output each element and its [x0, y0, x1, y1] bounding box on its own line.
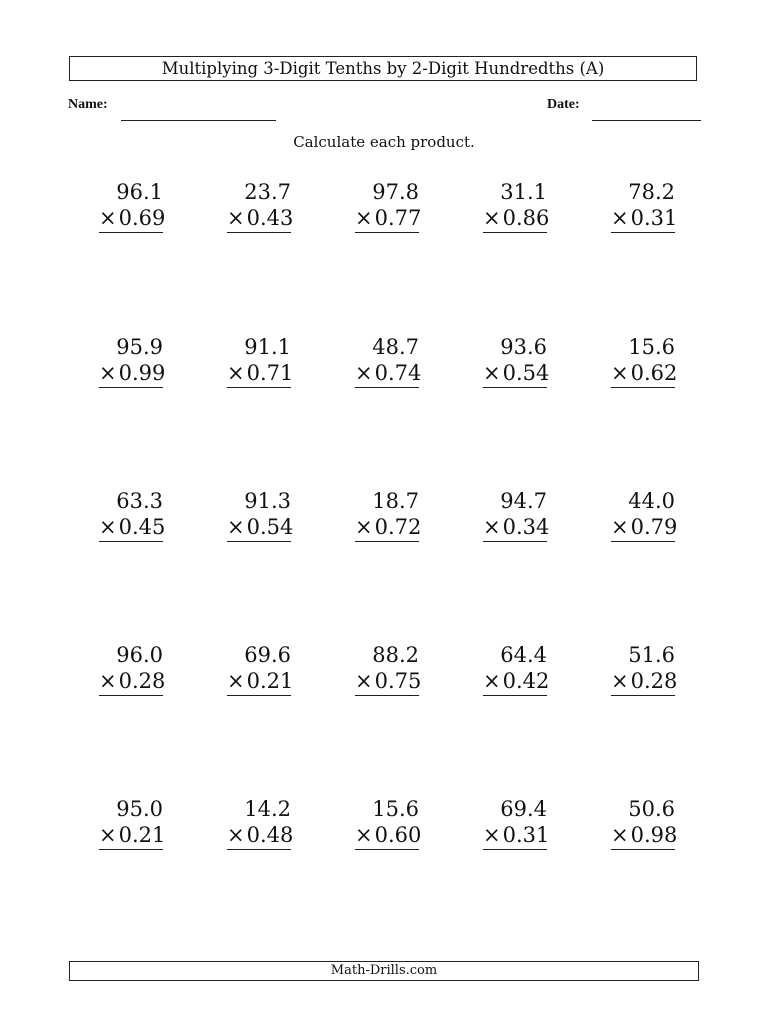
multiplier: 0.21: [118, 823, 166, 847]
multiplicand: 88.2: [372, 643, 419, 667]
multiplier-row: [227, 360, 294, 388]
multiplier-row: [227, 668, 294, 696]
multiplier: 0.79: [630, 515, 678, 539]
multiplier: 0.54: [246, 515, 294, 539]
multiplication-problem: [611, 642, 678, 696]
multiplicand: 95.9: [116, 335, 163, 359]
multiplier-row: [355, 514, 422, 542]
multiplier: 0.74: [374, 361, 422, 385]
multiplicand: 69.6: [244, 643, 291, 667]
times-icon: ×: [355, 206, 373, 230]
times-icon: ×: [227, 823, 245, 847]
multiplier-row: [227, 514, 294, 542]
times-icon: ×: [227, 361, 245, 385]
multiplication-problem: [355, 642, 422, 696]
multiplicand: 95.0: [116, 797, 163, 821]
multiplicand: 93.6: [500, 335, 547, 359]
multiplication-problem: [227, 179, 294, 233]
multiplication-problem: [483, 179, 550, 233]
multiplication-problem: [483, 796, 550, 850]
date-blank-line[interactable]: [592, 120, 701, 121]
multiplier: 0.54: [502, 361, 550, 385]
multiplier: 0.31: [630, 206, 678, 230]
name-label: Name:: [68, 97, 108, 112]
multiplier: 0.43: [246, 206, 294, 230]
name-blank-line[interactable]: [121, 120, 276, 121]
multiplier-row: [99, 822, 166, 850]
multiplication-problem: [355, 488, 422, 542]
multiplier: 0.62: [630, 361, 678, 385]
multiplier: 0.48: [246, 823, 294, 847]
multiplier: 0.21: [246, 669, 294, 693]
multiplicand: 69.4: [500, 797, 547, 821]
multiplier: 0.42: [502, 669, 550, 693]
multiplicand: 91.1: [244, 335, 291, 359]
multiplication-problem: [99, 334, 166, 388]
multiplier: 0.72: [374, 515, 422, 539]
multiplicand: 44.0: [628, 489, 675, 513]
multiplication-problem: [483, 642, 550, 696]
multiplier: 0.98: [630, 823, 678, 847]
multiplicand: 91.3: [244, 489, 291, 513]
multiplier: 0.86: [502, 206, 550, 230]
date-label: Date:: [547, 97, 580, 112]
multiplication-problem: [99, 642, 166, 696]
multiplier-row: [355, 205, 422, 233]
times-icon: ×: [611, 361, 629, 385]
times-icon: ×: [227, 206, 245, 230]
multiplicand: 63.3: [116, 489, 163, 513]
multiplication-problem: [227, 488, 294, 542]
worksheet-title: Multiplying 3-Digit Tenths by 2-Digit Hundredths (A): [69, 56, 697, 81]
instructions: Calculate each product.: [293, 133, 475, 151]
multiplicand: 94.7: [500, 489, 547, 513]
multiplicand: 48.7: [372, 335, 419, 359]
multiplicand: 18.7: [372, 489, 419, 513]
times-icon: ×: [611, 669, 629, 693]
times-icon: ×: [611, 823, 629, 847]
multiplier-row: [611, 822, 678, 850]
multiplier-row: [355, 822, 422, 850]
multiplication-problem: [227, 334, 294, 388]
times-icon: ×: [355, 361, 373, 385]
multiplier: 0.75: [374, 669, 422, 693]
multiplier-row: [483, 514, 550, 542]
multiplier-row: [611, 360, 678, 388]
multiplier-row: [483, 668, 550, 696]
multiplication-problem: [483, 334, 550, 388]
multiplier-row: [99, 668, 166, 696]
multiplier: 0.77: [374, 206, 422, 230]
multiplier-row: [99, 205, 166, 233]
multiplier: 0.71: [246, 361, 294, 385]
times-icon: ×: [611, 515, 629, 539]
multiplication-problem: [355, 334, 422, 388]
times-icon: ×: [483, 361, 501, 385]
times-icon: ×: [611, 206, 629, 230]
times-icon: ×: [355, 515, 373, 539]
multiplicand: 23.7: [244, 180, 291, 204]
multiplier: 0.28: [630, 669, 678, 693]
times-icon: ×: [483, 206, 501, 230]
times-icon: ×: [99, 515, 117, 539]
multiplicand: 78.2: [628, 180, 675, 204]
times-icon: ×: [99, 206, 117, 230]
times-icon: ×: [227, 669, 245, 693]
multiplication-problem: [355, 796, 422, 850]
times-icon: ×: [227, 515, 245, 539]
multiplicand: 15.6: [372, 797, 419, 821]
times-icon: ×: [99, 669, 117, 693]
multiplier-row: [355, 668, 422, 696]
multiplication-problem: [483, 488, 550, 542]
times-icon: ×: [355, 669, 373, 693]
footer: Math-Drills.com: [69, 961, 699, 981]
times-icon: ×: [99, 823, 117, 847]
multiplicand: 96.0: [116, 643, 163, 667]
multiplier-row: [611, 668, 678, 696]
multiplier: 0.31: [502, 823, 550, 847]
multiplicand: 14.2: [244, 797, 291, 821]
multiplier-row: [611, 514, 678, 542]
times-icon: ×: [99, 361, 117, 385]
multiplication-problem: [99, 179, 166, 233]
multiplication-problem: [355, 179, 422, 233]
multiplicand: 51.6: [628, 643, 675, 667]
multiplicand: 64.4: [500, 643, 547, 667]
multiplier: 0.99: [118, 361, 166, 385]
multiplier-row: [227, 205, 294, 233]
multiplication-problem: [611, 179, 678, 233]
multiplier: 0.60: [374, 823, 422, 847]
multiplier-row: [227, 822, 294, 850]
multiplication-problem: [227, 642, 294, 696]
multiplication-problem: [227, 796, 294, 850]
multiplier-row: [483, 822, 550, 850]
multiplier-row: [355, 360, 422, 388]
multiplier-row: [483, 360, 550, 388]
multiplier-row: [611, 205, 678, 233]
multiplicand: 97.8: [372, 180, 419, 204]
times-icon: ×: [483, 515, 501, 539]
multiplication-problem: [611, 334, 678, 388]
multiplication-problem: [99, 796, 166, 850]
times-icon: ×: [483, 669, 501, 693]
multiplication-problem: [611, 796, 678, 850]
multiplier: 0.34: [502, 515, 550, 539]
multiplicand: 96.1: [116, 180, 163, 204]
multiplier-row: [99, 360, 166, 388]
multiplier-row: [483, 205, 550, 233]
multiplier-row: [99, 514, 166, 542]
multiplication-problem: [611, 488, 678, 542]
multiplicand: 15.6: [628, 335, 675, 359]
multiplicand: 50.6: [628, 797, 675, 821]
multiplication-problem: [99, 488, 166, 542]
multiplier: 0.28: [118, 669, 166, 693]
multiplier: 0.69: [118, 206, 166, 230]
multiplier: 0.45: [118, 515, 166, 539]
times-icon: ×: [483, 823, 501, 847]
multiplicand: 31.1: [500, 180, 547, 204]
times-icon: ×: [355, 823, 373, 847]
